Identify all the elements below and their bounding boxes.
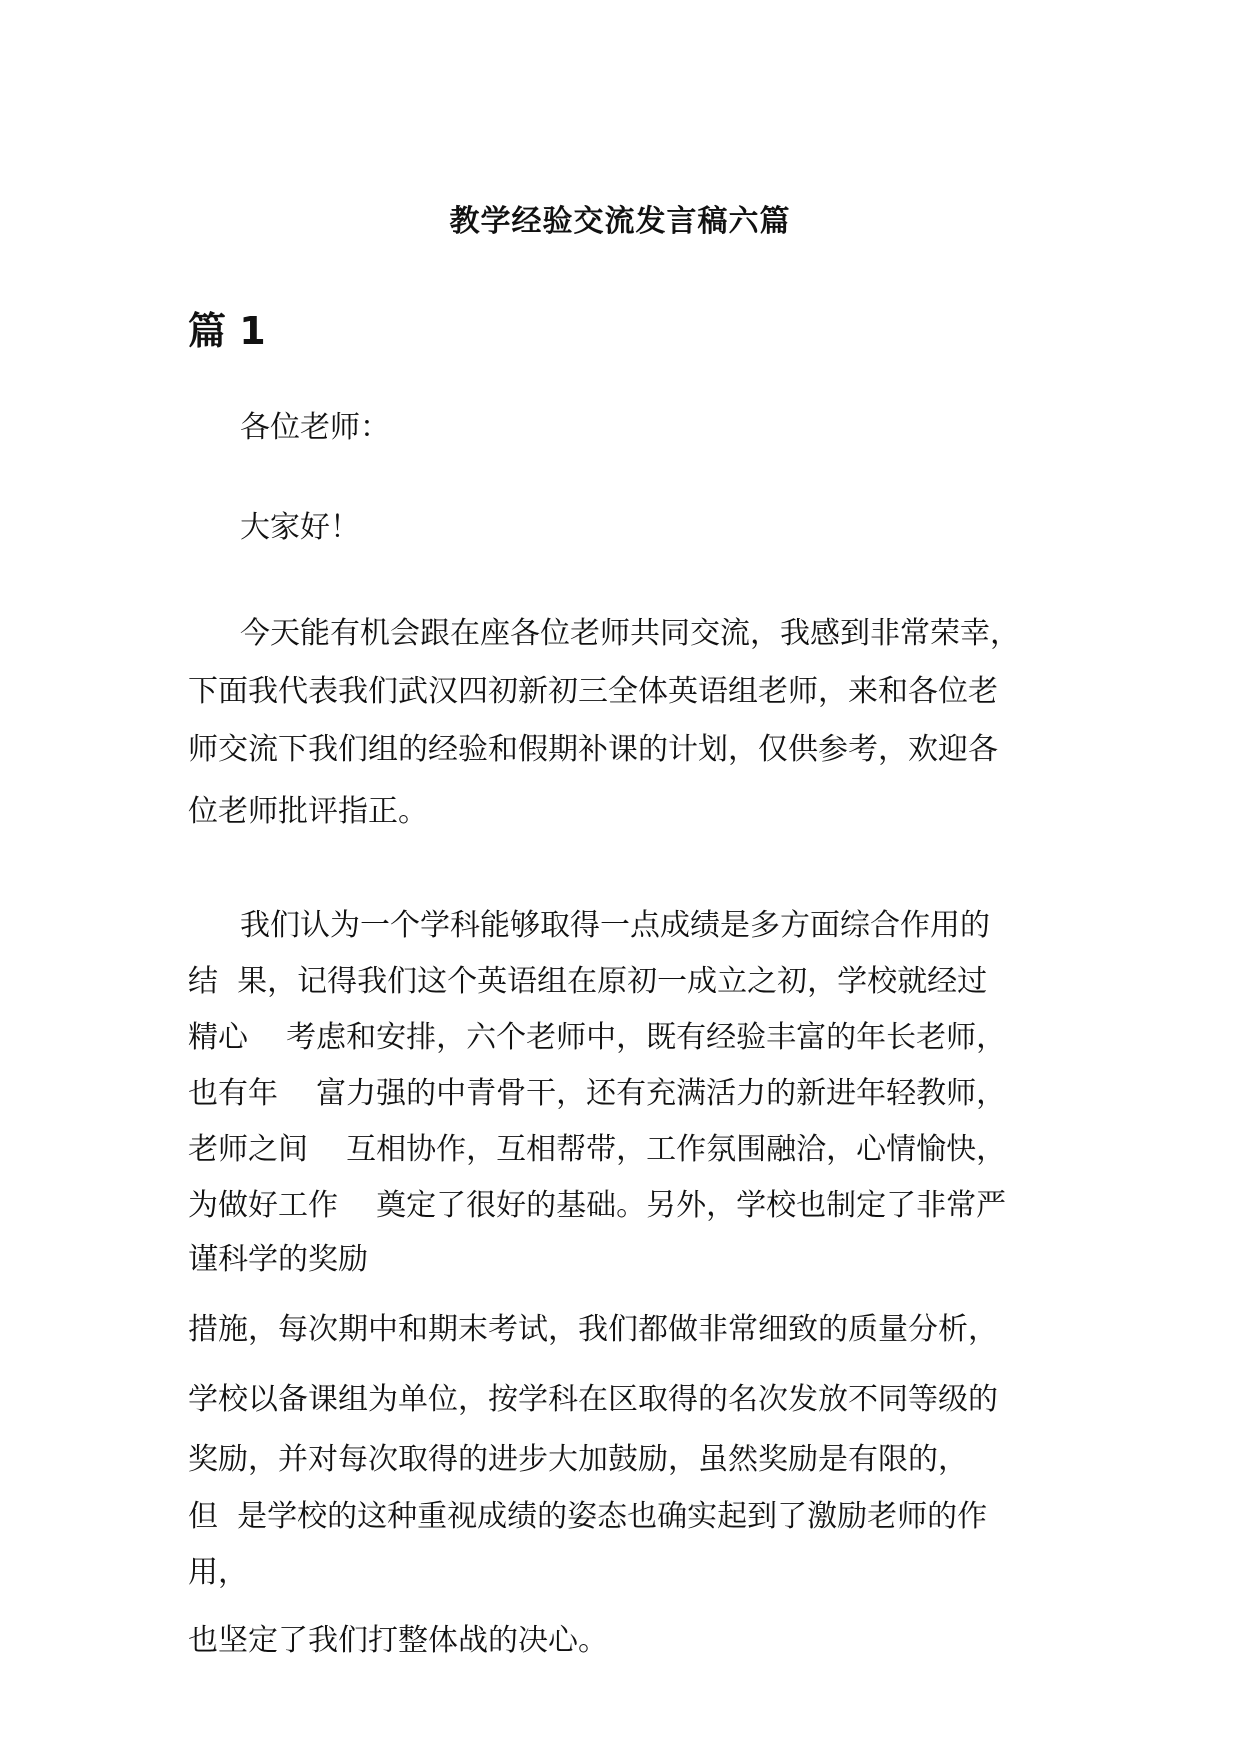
paragraph-line: 位老师批评指正。 [188,794,428,829]
document-title: 教学经验交流发言稿六篇 [449,204,791,239]
paragraph-line: 精心 考虑和安排，六个老师中，既有经验丰富的年长老师， [188,1020,1007,1055]
section-heading: 篇 1 [188,309,266,353]
paragraph-line: 今天能有机会跟在座各位老师共同交流，我感到非常荣幸， [240,616,1020,651]
paragraph-line: 老师之间 互相协作，互相帮带，工作氛围融洽，心情愉快， [188,1132,1007,1167]
paragraph-line: 下面我代表我们武汉四初新初三全体英语组老师，来和各位老 [188,674,998,709]
paragraph-line: 学校以备课组为单位，按学科在区取得的名次发放不同等级的 [188,1382,998,1417]
paragraph-line: 我们认为一个学科能够取得一点成绩是多方面综合作用的 [240,908,990,943]
paragraph-line: 但 是学校的这种重视成绩的姿态也确实起到了激励老师的作 [188,1499,988,1534]
paragraph-line: 也坚定了我们打整体战的决心。 [188,1623,608,1658]
salutation-line: 各位老师： [240,410,390,445]
greeting-line: 大家好！ [240,510,360,545]
paragraph-line: 奖励，并对每次取得的进步大加鼓励，虽然奖励是有限的， [188,1442,968,1477]
paragraph-line: 结 果，记得我们这个英语组在原初一成立之初，学校就经过 [188,964,988,999]
paragraph-line: 用， [188,1555,248,1590]
paragraph-line: 为做好工作 奠定了很好的基础。另外，学校也制定了非常严 [188,1188,1007,1223]
paragraph-line: 谨科学的奖励 [188,1242,368,1277]
paragraph-line: 师交流下我们组的经验和假期补课的计划，仅供参考，欢迎各 [188,732,998,767]
paragraph-line: 也有年 富力强的中青骨干，还有充满活力的新进年轻教师， [188,1076,1007,1111]
paragraph-line: 措施，每次期中和期末考试，我们都做非常细致的质量分析， [188,1312,998,1347]
